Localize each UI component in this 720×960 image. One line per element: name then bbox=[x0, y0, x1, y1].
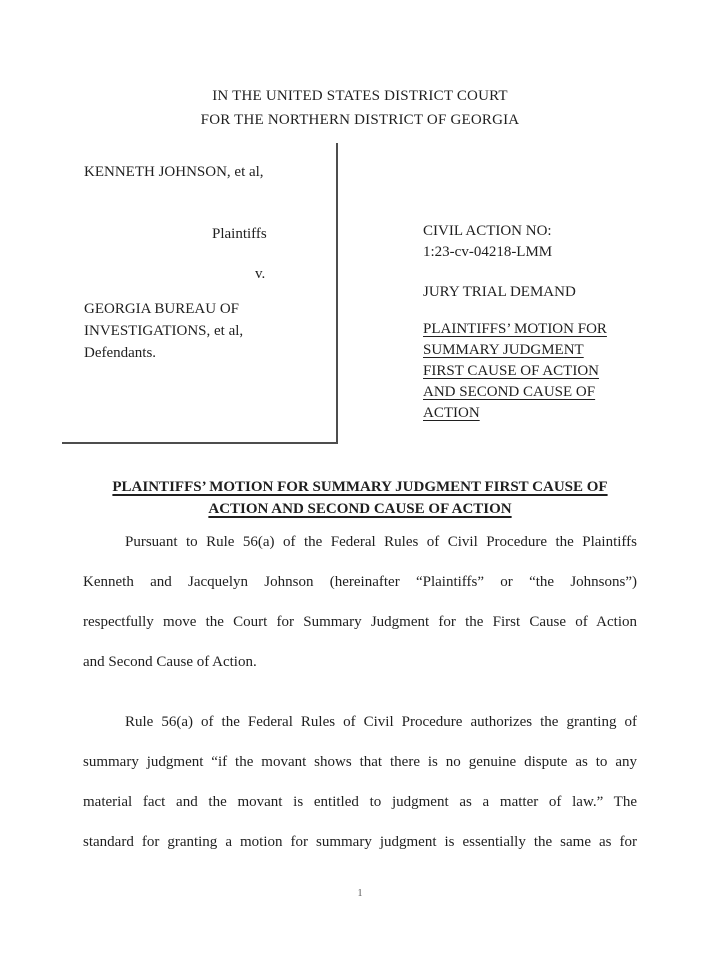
jury-trial-demand: JURY TRIAL DEMAND bbox=[423, 284, 576, 300]
paragraph2-line1: Rule 56(a) of the Federal Rules of Civil Procedure authorizes the granting of bbox=[125, 714, 637, 730]
paragraph2-line3: material fact and the movant is entitled to judgment as a matter of law.” The bbox=[83, 794, 637, 810]
civil-action-label: CIVIL ACTION NO: bbox=[423, 223, 552, 239]
motion-title-line-2: SUMMARY JUDGMENT bbox=[423, 342, 584, 358]
body-paragraph-1 bbox=[83, 522, 637, 682]
paragraph1-line1: Pursuant to Rule 56(a) of the Federal Rules of Civil Procedure the Plaintiffs bbox=[125, 534, 637, 550]
main-heading-line1: PLAINTIFFS’ MOTION FOR SUMMARY JUDGMENT FIRST CAUSE OF bbox=[112, 479, 608, 495]
motion-title-line-5: ACTION bbox=[423, 405, 480, 421]
court-header-line2: FOR THE NORTHERN DISTRICT OF GEORGIA bbox=[200, 112, 520, 128]
paragraph2-line4: standard for granting a motion for summary judgment is essentially the same as for bbox=[83, 834, 637, 850]
motion-title-line-1: PLAINTIFFS’ MOTION FOR bbox=[423, 321, 607, 337]
motion-title-line-3: FIRST CAUSE OF ACTION bbox=[423, 363, 600, 379]
defendant-label: Defendants. bbox=[84, 345, 157, 361]
case-number: 1:23-cv-04218-LMM bbox=[423, 244, 553, 260]
court-header-line1: IN THE UNITED STATES DISTRICT COURT bbox=[212, 88, 508, 104]
defendant-name-line2: INVESTIGATIONS, et al, bbox=[84, 323, 244, 339]
defendant-name-line1: GEORGIA BUREAU OF bbox=[84, 301, 240, 317]
versus-label: v. bbox=[255, 266, 266, 282]
main-heading-line2: ACTION AND SECOND CAUSE OF ACTION bbox=[208, 501, 512, 517]
caption-motion-title bbox=[423, 319, 663, 424]
caption-rule-box bbox=[62, 143, 338, 444]
paragraph1-line4: and Second Cause of Action. bbox=[83, 654, 257, 670]
paragraph1-line2: Kenneth and Jacquelyn Johnson (hereinafter “Plaintiffs” or “the Johnsons”) bbox=[83, 574, 637, 590]
court-header bbox=[0, 84, 720, 132]
plaintiff-label: Plaintiffs bbox=[212, 226, 267, 242]
page-number: 1 bbox=[357, 888, 363, 899]
plaintiff-name: KENNETH JOHNSON, et al, bbox=[84, 164, 264, 180]
body-paragraph-2 bbox=[83, 702, 637, 862]
motion-title-line-4: AND SECOND CAUSE OF bbox=[423, 384, 596, 400]
document-main-heading bbox=[83, 476, 637, 520]
paragraph1-line3: respectfully move the Court for Summary Judgment for the First Cause of Action bbox=[83, 614, 637, 630]
paragraph2-line2: summary judgment “if the movant shows that there is no genuine dispute as to any bbox=[83, 754, 637, 770]
